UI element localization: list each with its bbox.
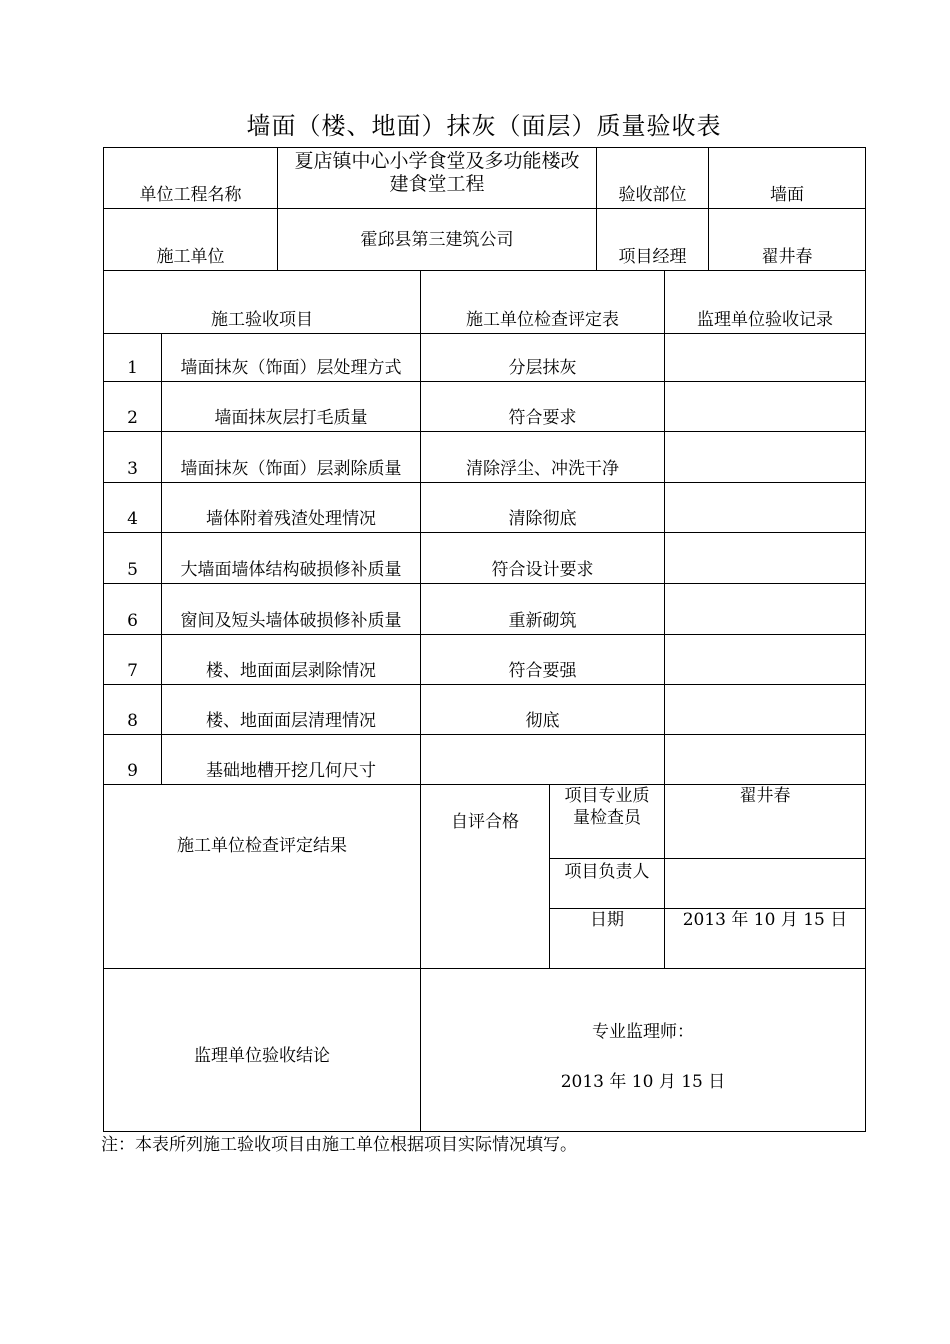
- date-label: [549, 908, 665, 969]
- row-4-supervision: [664, 482, 866, 533]
- row-2-number-text: 2: [127, 408, 138, 428]
- page-title: 墙面（楼、地面）抹灰（面层）质量验收表: [246, 112, 722, 140]
- result-label-text: 施工单位检查评定结果: [177, 836, 347, 856]
- footnote: 注：本表所列施工验收项目由施工单位根据项目实际情况填写。: [101, 1135, 577, 1155]
- row-5-supervision: [664, 532, 866, 584]
- row-2-supervision: [664, 381, 866, 432]
- row-9-result: [420, 734, 665, 785]
- row-3-item-text: 墙面抹灰（饰面）层剥除质量: [180, 459, 402, 479]
- manager-label: [596, 208, 709, 271]
- row-7-number: [103, 634, 162, 685]
- position-value: [708, 147, 866, 209]
- row-4-item: [161, 482, 421, 533]
- contractor-value: [277, 208, 597, 271]
- position-value-text: 墙面: [770, 185, 804, 205]
- row-9-supervision: [664, 734, 866, 785]
- row-2-result-text: 符合要求: [508, 408, 577, 428]
- row-9-number-text: 9: [127, 761, 138, 781]
- self-evaluation-text: 自评合格: [451, 812, 519, 832]
- row-9-item-text: 基础地槽开挖几何尺寸: [206, 761, 376, 781]
- inspector-label: [549, 784, 665, 859]
- row-6-result: [420, 583, 665, 635]
- row-4-number-text: 4: [127, 509, 138, 529]
- row-7-number-text: 7: [127, 661, 138, 681]
- row-7-supervision: [664, 634, 866, 685]
- column-check-text: 施工单位检查评定表: [466, 310, 619, 330]
- row-2-item-text: 墙面抹灰层打毛质量: [214, 408, 368, 428]
- column-supervision: [664, 270, 866, 334]
- conclusion-label: [103, 968, 421, 1132]
- row-4-item-text: 墙体附着残渣处理情况: [206, 509, 376, 529]
- conclusion-label-text: 监理单位验收结论: [194, 1046, 330, 1066]
- responsible-label-text: 项目负责人: [564, 862, 650, 882]
- position-label-text: 验收部位: [618, 185, 687, 205]
- row-5-number-text: 5: [127, 560, 138, 580]
- row-6-item-text: 窗间及短头墙体破损修补质量: [180, 611, 402, 631]
- row-8-number-text: 8: [127, 711, 138, 731]
- row-5-item: [161, 532, 421, 584]
- row-7-result-text: 符合要强: [508, 661, 577, 681]
- column-item-text: 施工验收项目: [211, 310, 313, 330]
- row-7-item: [161, 634, 421, 685]
- project-name-value-text: 夏店镇中心小学食堂及多功能楼改建食堂工程: [294, 150, 580, 195]
- row-1-item-text: 墙面抹灰（饰面）层处理方式: [180, 358, 402, 378]
- position-label: [596, 147, 709, 209]
- manager-value: [708, 208, 866, 271]
- date-value-text: 2013 年 10 月 15 日: [682, 910, 848, 930]
- row-8-supervision: [664, 684, 866, 735]
- responsible-label: [549, 858, 665, 909]
- manager-label-text: 项目经理: [618, 247, 687, 267]
- row-4-number: [103, 482, 162, 533]
- inspector-value-text: 翟井春: [739, 786, 791, 806]
- contractor-label: [103, 208, 278, 271]
- row-4-result: [420, 482, 665, 533]
- contractor-label-text: 施工单位: [156, 247, 225, 267]
- project-name-label: [103, 147, 278, 209]
- row-6-number-text: 6: [127, 611, 138, 631]
- row-2-item: [161, 381, 421, 432]
- row-4-result-text: 清除彻底: [508, 509, 577, 529]
- row-8-result-text: 彻底: [525, 711, 560, 731]
- date-value: [664, 908, 866, 969]
- conclusion-box: [420, 968, 866, 1132]
- column-check: [420, 270, 665, 334]
- result-label: [103, 784, 421, 969]
- row-9-item: [161, 734, 421, 785]
- inspector-value: [664, 784, 866, 859]
- row-6-number: [103, 583, 162, 635]
- row-1-item: [161, 333, 421, 382]
- row-9-number: [103, 734, 162, 785]
- contractor-value-text: 霍邱县第三建筑公司: [360, 230, 514, 250]
- row-5-number: [103, 532, 162, 584]
- row-3-supervision: [664, 431, 866, 483]
- row-3-result: [420, 431, 665, 483]
- row-8-number: [103, 684, 162, 735]
- row-1-result: [420, 333, 665, 382]
- column-supervision-text: 监理单位验收记录: [697, 310, 833, 330]
- row-7-item-text: 楼、地面面层剥除情况: [206, 661, 376, 681]
- row-5-item-text: 大墙面墙体结构破损修补质量: [180, 560, 402, 580]
- self-evaluation: [420, 784, 550, 969]
- row-1-result-text: 分层抹灰: [508, 358, 577, 378]
- manager-value-text: 翟井春: [761, 247, 813, 267]
- row-7-result: [420, 634, 665, 685]
- row-6-supervision: [664, 583, 866, 635]
- inspector-label-text: 项目专业质量检查员: [564, 786, 650, 828]
- row-6-result-text: 重新砌筑: [508, 611, 577, 631]
- row-3-result-text: 清除浮尘、冲洗干净: [466, 459, 619, 479]
- row-1-supervision: [664, 333, 866, 382]
- conclusion-date: 2013 年 10 月 15 日: [560, 1072, 726, 1092]
- row-1-number-text: 1: [127, 358, 138, 378]
- row-8-result: [420, 684, 665, 735]
- row-2-result: [420, 381, 665, 432]
- responsible-value: [664, 858, 866, 909]
- date-label-text: 日期: [590, 910, 624, 930]
- supervising-engineer-label: 专业监理师：: [592, 1022, 694, 1042]
- project-name-value: [277, 147, 597, 209]
- row-3-item: [161, 431, 421, 483]
- row-6-item: [161, 583, 421, 635]
- project-name-label-text: 单位工程名称: [139, 185, 242, 205]
- row-1-number: [103, 333, 162, 382]
- row-5-result: [420, 532, 665, 584]
- column-item: [103, 270, 421, 334]
- row-3-number-text: 3: [127, 459, 138, 479]
- row-8-item-text: 楼、地面面层清理情况: [206, 711, 376, 731]
- row-5-result-text: 符合设计要求: [491, 560, 594, 580]
- row-3-number: [103, 431, 162, 483]
- row-2-number: [103, 381, 162, 432]
- row-8-item: [161, 684, 421, 735]
